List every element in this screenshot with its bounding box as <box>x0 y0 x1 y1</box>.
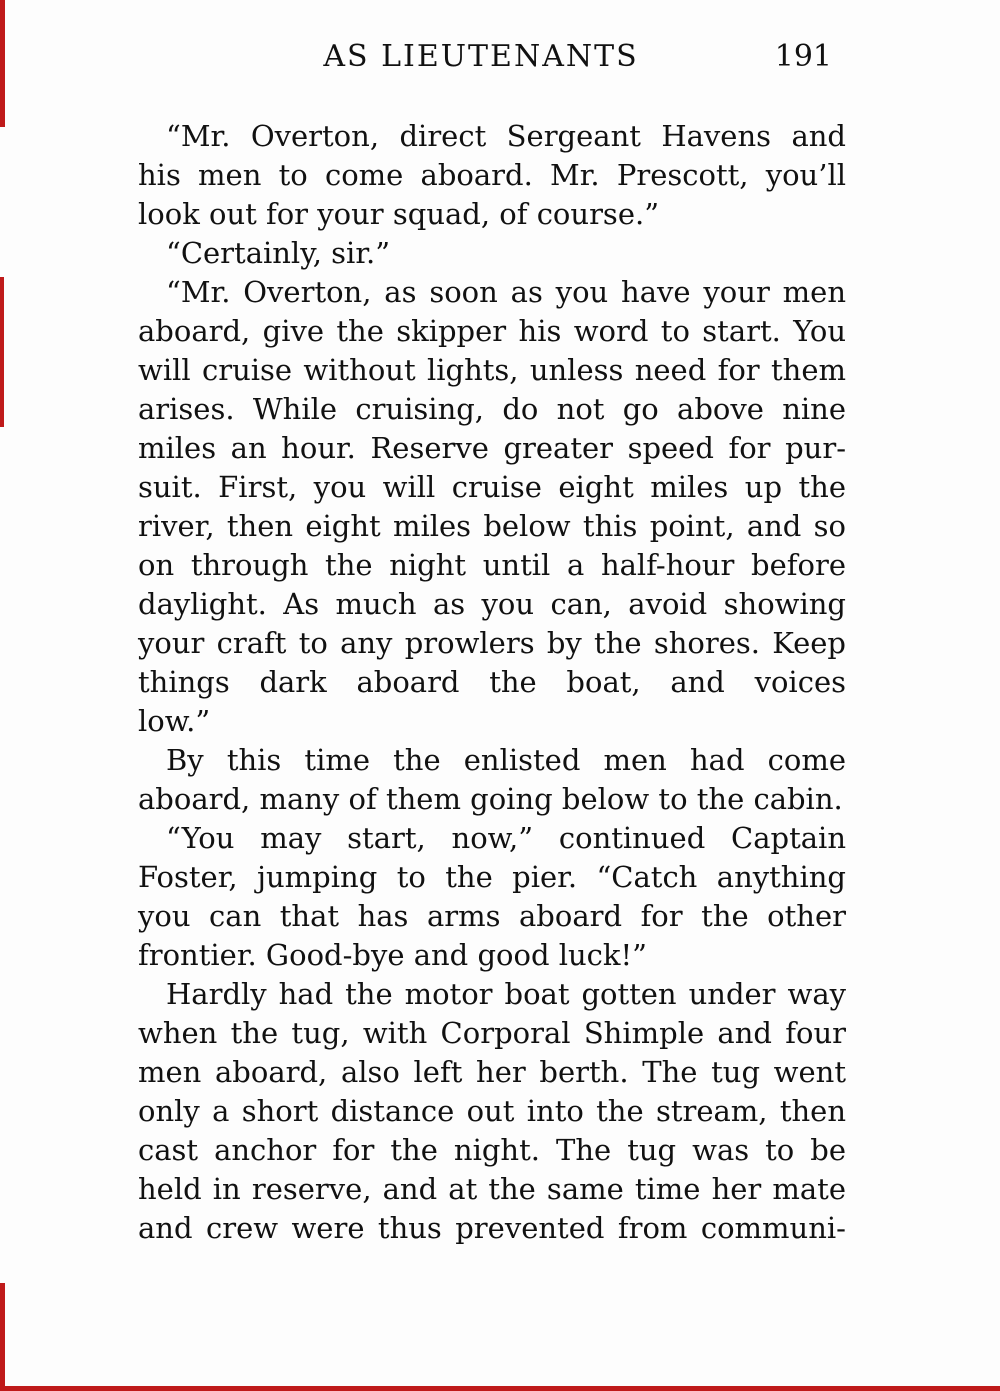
text-line: daylight. As much as you can, avoid showing <box>138 587 846 621</box>
text-line: aboard, give the skipper his word to start. You <box>138 314 846 348</box>
text-line: suit. First, you will cruise eight miles up the <box>138 470 846 504</box>
page-number: 191 <box>774 39 832 74</box>
scan-edge-mark-left-middle <box>0 277 4 427</box>
text-line: look out for your squad, of course.” <box>138 197 660 231</box>
text-line: and crew were thus prevented from communi- <box>138 1211 846 1245</box>
text-line: when the tug, with Corporal Shimple and four <box>138 1016 846 1050</box>
text-line: “You may start, now,” continued Captain <box>166 821 846 855</box>
text-line: his men to come aboard. Mr. Prescott, you’ll <box>138 158 846 192</box>
scan-edge-mark-bottom <box>0 1386 1000 1391</box>
scan-edge-mark-left-bottom <box>0 1283 5 1391</box>
page-body <box>138 117 846 1248</box>
text-line: held in reserve, and at the same time her mate <box>138 1172 846 1206</box>
text-line: things dark aboard the boat, and voices <box>138 665 846 699</box>
text-line: By this time the enlisted men had come <box>166 743 846 777</box>
text-line: your craft to any prowlers by the shores. Keep <box>138 626 846 660</box>
text-line: on through the night until a half-hour before <box>138 548 846 582</box>
paragraph <box>138 234 846 273</box>
paragraph <box>138 819 846 975</box>
text-line: arises. While cruising, do not go above nine <box>138 392 846 426</box>
text-line: river, then eight miles below this point, and so <box>138 509 846 543</box>
text-line: low.” <box>138 704 211 738</box>
text-line: you can that has arms aboard for the other <box>138 899 846 933</box>
page-title: AS LIEUTENANTS <box>323 39 639 74</box>
text-line: aboard, many of them going below to the cabin. <box>138 782 843 816</box>
text-line: only a short distance out into the stream, then <box>138 1094 846 1128</box>
text-line: “Mr. Overton, direct Sergeant Havens and <box>166 119 846 153</box>
paragraph <box>138 741 846 819</box>
running-header <box>138 40 846 80</box>
text-line: “Mr. Overton, as soon as you have your men <box>166 275 846 309</box>
scan-edge-mark-left-top <box>0 0 5 127</box>
text-line: men aboard, also left her berth. The tug went <box>138 1055 846 1089</box>
paragraph <box>138 117 846 234</box>
paragraph <box>138 975 846 1248</box>
paragraph <box>138 273 846 741</box>
text-line: frontier. Good-bye and good luck!” <box>138 938 647 972</box>
text-line: “Certainly, sir.” <box>166 236 391 270</box>
text-line: miles an hour. Reserve greater speed for pur- <box>138 431 846 465</box>
text-line: will cruise without lights, unless need for them <box>138 353 846 387</box>
text-line: Foster, jumping to the pier. “Catch anything <box>138 860 846 894</box>
text-line: Hardly had the motor boat gotten under way <box>166 977 846 1011</box>
text-line: cast anchor for the night. The tug was to be <box>138 1133 846 1167</box>
